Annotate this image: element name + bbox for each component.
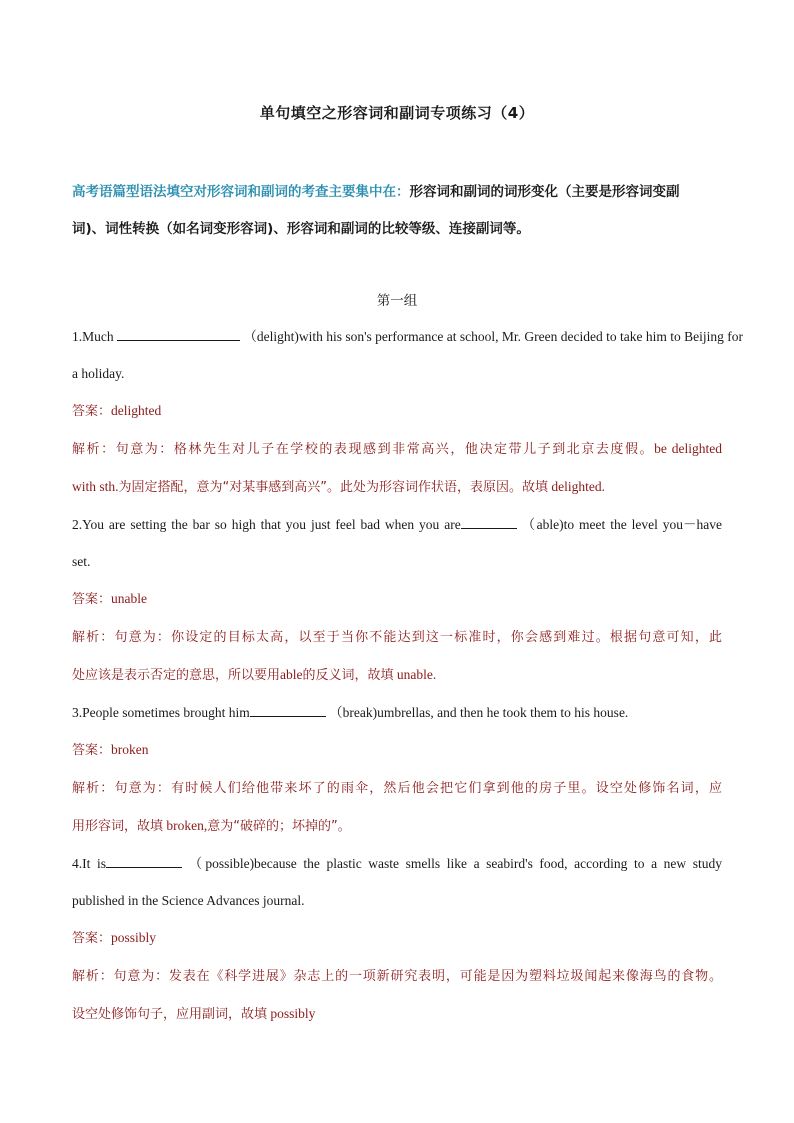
page-title: 单句填空之形容词和副词专项练习（4） <box>259 104 535 122</box>
questions-list <box>72 318 743 1033</box>
explanation-4-line-2: 设空处修饰句子，应用副词，故填 possibly <box>72 1006 316 1022</box>
explanation-2-line-1: 解析：句意为：你设定的目标太高，以至于当你不能达到这一标准时，你会感到难过。根据句意可知，此 <box>72 630 722 645</box>
question-4-line-1: 4.It is （possible)because the plastic waste smells like a seabird's food, according to a new study <box>72 845 722 882</box>
explanation-2-line-2: 处应该是表示否定的意思，所以要用able的反义词，故填 unable. <box>72 667 437 683</box>
answer-2: 答案：unable <box>72 591 148 607</box>
answer-blank <box>117 325 240 341</box>
answer-4: 答案：possibly <box>72 930 157 946</box>
explanation-3-line-1: 解析：句意为：有时候人们给他带来坏了的雨伞，然后他会把它们拿到他的房子里。设空处修饰名词，应 <box>72 781 722 796</box>
answer-blank <box>461 513 517 529</box>
intro-highlight: 高考语篇型语法填空对形容词和副词的考查主要集中在： <box>72 184 410 200</box>
question-2-line-1: 2.You are setting the bar so high that you just feel bad when you are （able)to meet the level you－have <box>72 506 722 543</box>
explanation-1-line-2: with sth.为固定搭配，意为“对某事感到高兴”。此处为形容词作状语，表原因。故填 delighted. <box>72 479 605 495</box>
question-4-line-2: published in the Science Advances journal. <box>72 893 305 908</box>
explanation-3-line-2: 用形容词，故填 broken,意为“破碎的；坏掉的”。 <box>72 818 351 834</box>
question-3-line-1: 3.People sometimes brought him （break)umbrellas, and then he took them to his house. <box>72 694 722 731</box>
group-title: 第一组 <box>376 293 418 309</box>
answer-3: 答案：broken <box>72 742 149 758</box>
explanation-4-line-1: 解析：句意为：发表在《科学进展》杂志上的一项新研究表明，可能是因为塑料垃圾闻起来像海鸟的食物。 <box>72 969 722 984</box>
answer-1: 答案：delighted <box>72 403 162 419</box>
answer-blank <box>250 701 326 717</box>
question-1-line-2: a holiday. <box>72 366 125 381</box>
explanation-1-line-1: 解析：句意为：格林先生对儿子在学校的表现感到非常高兴，他决定带儿子到北京去度假。be delighted <box>72 441 722 457</box>
intro-paragraph <box>72 174 724 248</box>
answer-blank <box>106 852 182 868</box>
intro-text-1: 形容词和副词的词形变化（主要是形容词变副 <box>409 184 680 200</box>
intro-text-2: 词)、词性转换（如名词变形容词)、形容词和副词的比较等级、连接副词等。 <box>72 221 530 237</box>
question-1-line-1: 1.Much （delight)with his son's performance at school, Mr. Green decided to take him to Beijing for <box>72 318 722 355</box>
question-2-line-2: set. <box>72 554 91 569</box>
